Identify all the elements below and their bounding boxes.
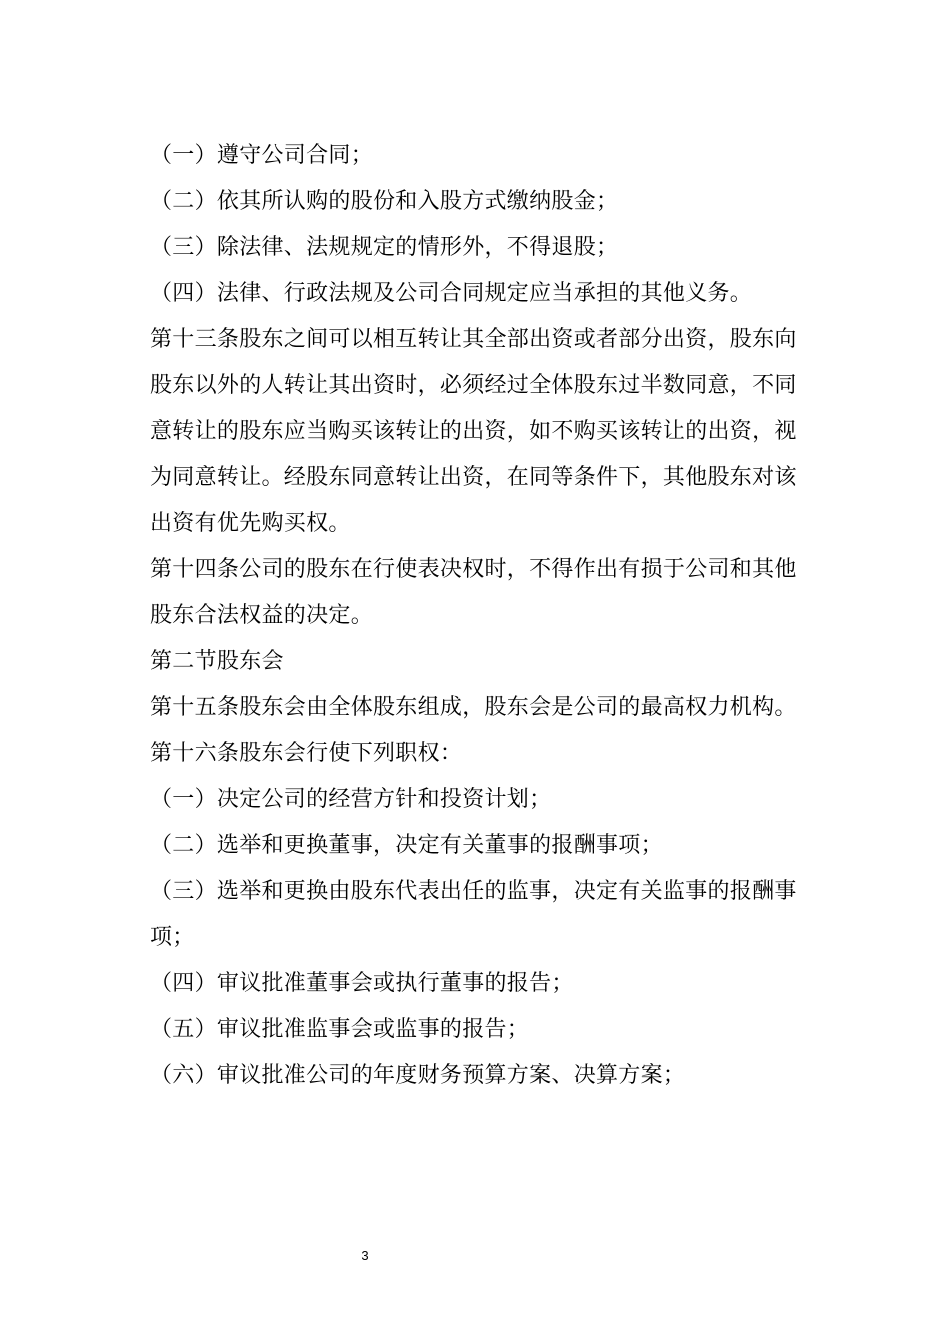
- article-14-line-1: 第十四条公司的股东在行使表决权时，不得作出有损于公司和其他: [150, 557, 797, 582]
- obligation-item-4: （四）法律、行政法规及公司合同规定应当承担的其他义务。: [150, 281, 753, 306]
- article-13-line-3: 意转让的股东应当购买该转让的出资，如不购买该转让的出资，视: [150, 419, 797, 444]
- power-item-3-line-2: 项；: [150, 925, 195, 950]
- obligation-item-2: （二）依其所认购的股份和入股方式缴纳股金；: [150, 189, 619, 214]
- obligation-item-1: （一）遵守公司合同；: [150, 143, 374, 168]
- article-13-line-2: 股东以外的人转让其出资时，必须经过全体股东过半数同意，不同: [150, 373, 797, 398]
- article-13-line-5: 出资有优先购买权。: [150, 511, 351, 536]
- power-item-3-line-1: （三）选举和更换由股东代表出任的监事，决定有关监事的报酬事: [150, 879, 797, 904]
- power-item-5: （五）审议批准监事会或监事的报告；: [150, 1017, 530, 1042]
- power-item-2: （二）选举和更换董事，决定有关董事的报酬事项；: [150, 833, 663, 858]
- article-14-line-2: 股东合法权益的决定。: [150, 603, 374, 628]
- article-13-line-1: 第十三条股东之间可以相互转让其全部出资或者部分出资，股东向: [150, 327, 797, 352]
- article-16: 第十六条股东会行使下列职权：: [150, 741, 463, 766]
- section-heading: 第二节股东会: [150, 649, 284, 674]
- power-item-4: （四）审议批准董事会或执行董事的报告；: [150, 971, 574, 996]
- document-body: [150, 133, 810, 1099]
- article-13-line-4: 为同意转让。经股东同意转让出资，在同等条件下，其他股东对该: [150, 465, 797, 490]
- power-item-6: （六）审议批准公司的年度财务预算方案、决算方案；: [150, 1063, 686, 1088]
- article-15: 第十五条股东会由全体股东组成，股东会是公司的最高权力机构。: [150, 695, 797, 720]
- obligation-item-3: （三）除法律、法规规定的情形外，不得退股；: [150, 235, 619, 260]
- page-number: 3: [361, 1248, 369, 1263]
- power-item-1: （一）决定公司的经营方针和投资计划；: [150, 787, 552, 812]
